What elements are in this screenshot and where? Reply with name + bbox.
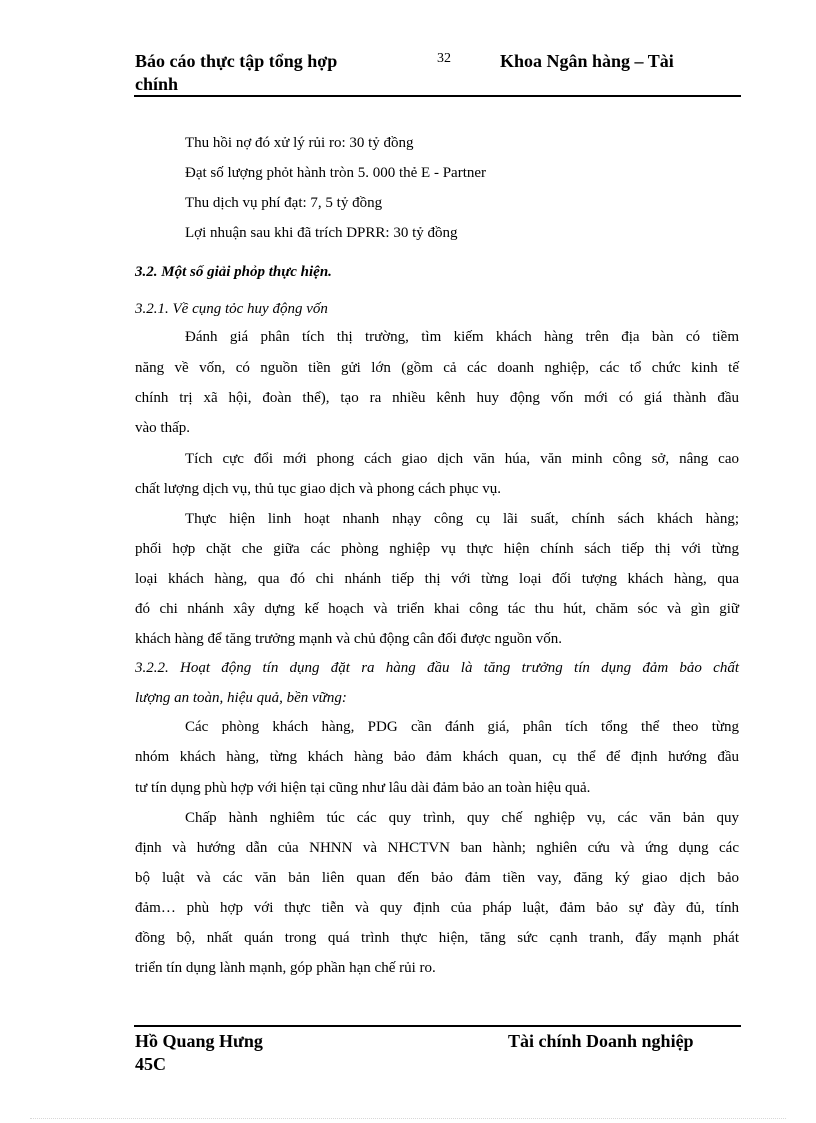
body-line: triển tín dụng lành mạnh, góp phần hạn chế rủi ro. [135, 960, 436, 976]
target-line: Lợi nhuận sau khi đã trích DPRR: 30 tỷ đồng [185, 225, 458, 241]
header-left-title: Báo cáo thực tập tổng hợp chính [135, 51, 338, 94]
body-line: bộ luật và các văn bản liên quan đến bảo đảm tiền vay, đăng ký giao dịch bảo [135, 870, 739, 886]
target-line: Thu dịch vụ phí đạt: 7, 5 tỷ đồng [185, 195, 383, 211]
footer-right-title: Tài chính Doanh nghiệp [508, 1031, 694, 1051]
subsection-heading: 3.2.2. Hoạt động tín dụng đặt ra hàng đầu là tăng trưởng tín dụng đảm bảo chất [135, 660, 739, 676]
header-right-title: Khoa Ngân hàng – Tài [500, 51, 674, 71]
page-edge-dots [30, 1118, 786, 1119]
body-line: khách hàng để tăng trưởng mạnh và chủ động cân đối được nguồn vốn. [135, 631, 563, 647]
body-line: đó chi nhánh xây dựng kế hoạch và triển khai công tác thu hút, chăm sóc và gìn giữ [135, 601, 739, 617]
body-line: Thực hiện linh hoạt nhanh nhạy công cụ lãi suất, chính sách khách hàng; [185, 511, 739, 527]
body-line: Các phòng khách hàng, PDG cần đánh giá, phân tích tổng thể theo từng [185, 719, 739, 735]
body-line: loại khách hàng, qua đó chi nhánh tiếp thị với từng loại đối tượng khách hàng, qua [135, 571, 739, 587]
page-number: 32 [437, 51, 451, 66]
body-line: chính trị xã hội, đoàn thể), tạo ra nhiều kênh huy động vốn mới có giá thành đầu [135, 390, 739, 406]
footer-rule [134, 1025, 741, 1027]
body-line: phối hợp chặt che giữa các phòng nghiệp vụ thực hiện chính sách tiếp thị với từng [135, 541, 739, 557]
body-line: nhóm khách hàng, từng khách hàng bảo đảm khách quan, cụ thể để định hướng đầu [135, 749, 739, 765]
body-line: đồng bộ, nhất quán trong quá trình thực hiện, tăng sức cạnh tranh, đẩy mạnh phát [135, 930, 739, 946]
header-rule [134, 95, 741, 97]
body-line: Tích cực đổi mới phong cách giao dịch văn húa, văn minh công sở, nâng cao [185, 451, 739, 467]
subsection-heading: 3.2.1. Về cụng tỏc huy động vốn [135, 301, 328, 317]
body-line: Đánh giá phân tích thị trường, tìm kiếm khách hàng trên địa bàn có tiềm [185, 329, 739, 345]
body-line: chất lượng dịch vụ, thủ tục giao dịch và phong cách phục vụ. [135, 481, 501, 497]
body-line: năng về vốn, có nguồn tiền gửi lớn (gồm cả các doanh nghiệp, các tổ chức kinh tế [135, 360, 739, 376]
target-line: Đạt số lượng phỏt hành tròn 5. 000 thẻ E - Partner [185, 165, 487, 181]
footer-author: Hồ Quang Hưng 45C [135, 1031, 263, 1074]
subsection-heading: lượng an toàn, hiệu quả, bền vững: [135, 690, 347, 706]
section-heading: 3.2. Một số giải phỏp thực hiện. [135, 264, 332, 280]
target-line: Thu hồi nợ đó xử lý rủi ro: 30 tỷ đồng [185, 135, 414, 151]
body-line: vào thấp. [135, 420, 190, 436]
body-line: đảm… phù hợp với thực tiễn và quy định của pháp luật, đảm bảo sự đày đủ, tính [135, 900, 739, 916]
body-line: định và hướng dẫn của NHNN và NHCTVN ban hành; nghiên cứu và ứng dụng các [135, 840, 739, 856]
body-line: tư tín dụng phù hợp với hiện tại cũng như lâu dài đảm bảo an toàn hiệu quả. [135, 780, 591, 796]
body-line: Chấp hành nghiêm túc các quy trình, quy chế nghiệp vụ, các văn bản quy [185, 810, 739, 826]
